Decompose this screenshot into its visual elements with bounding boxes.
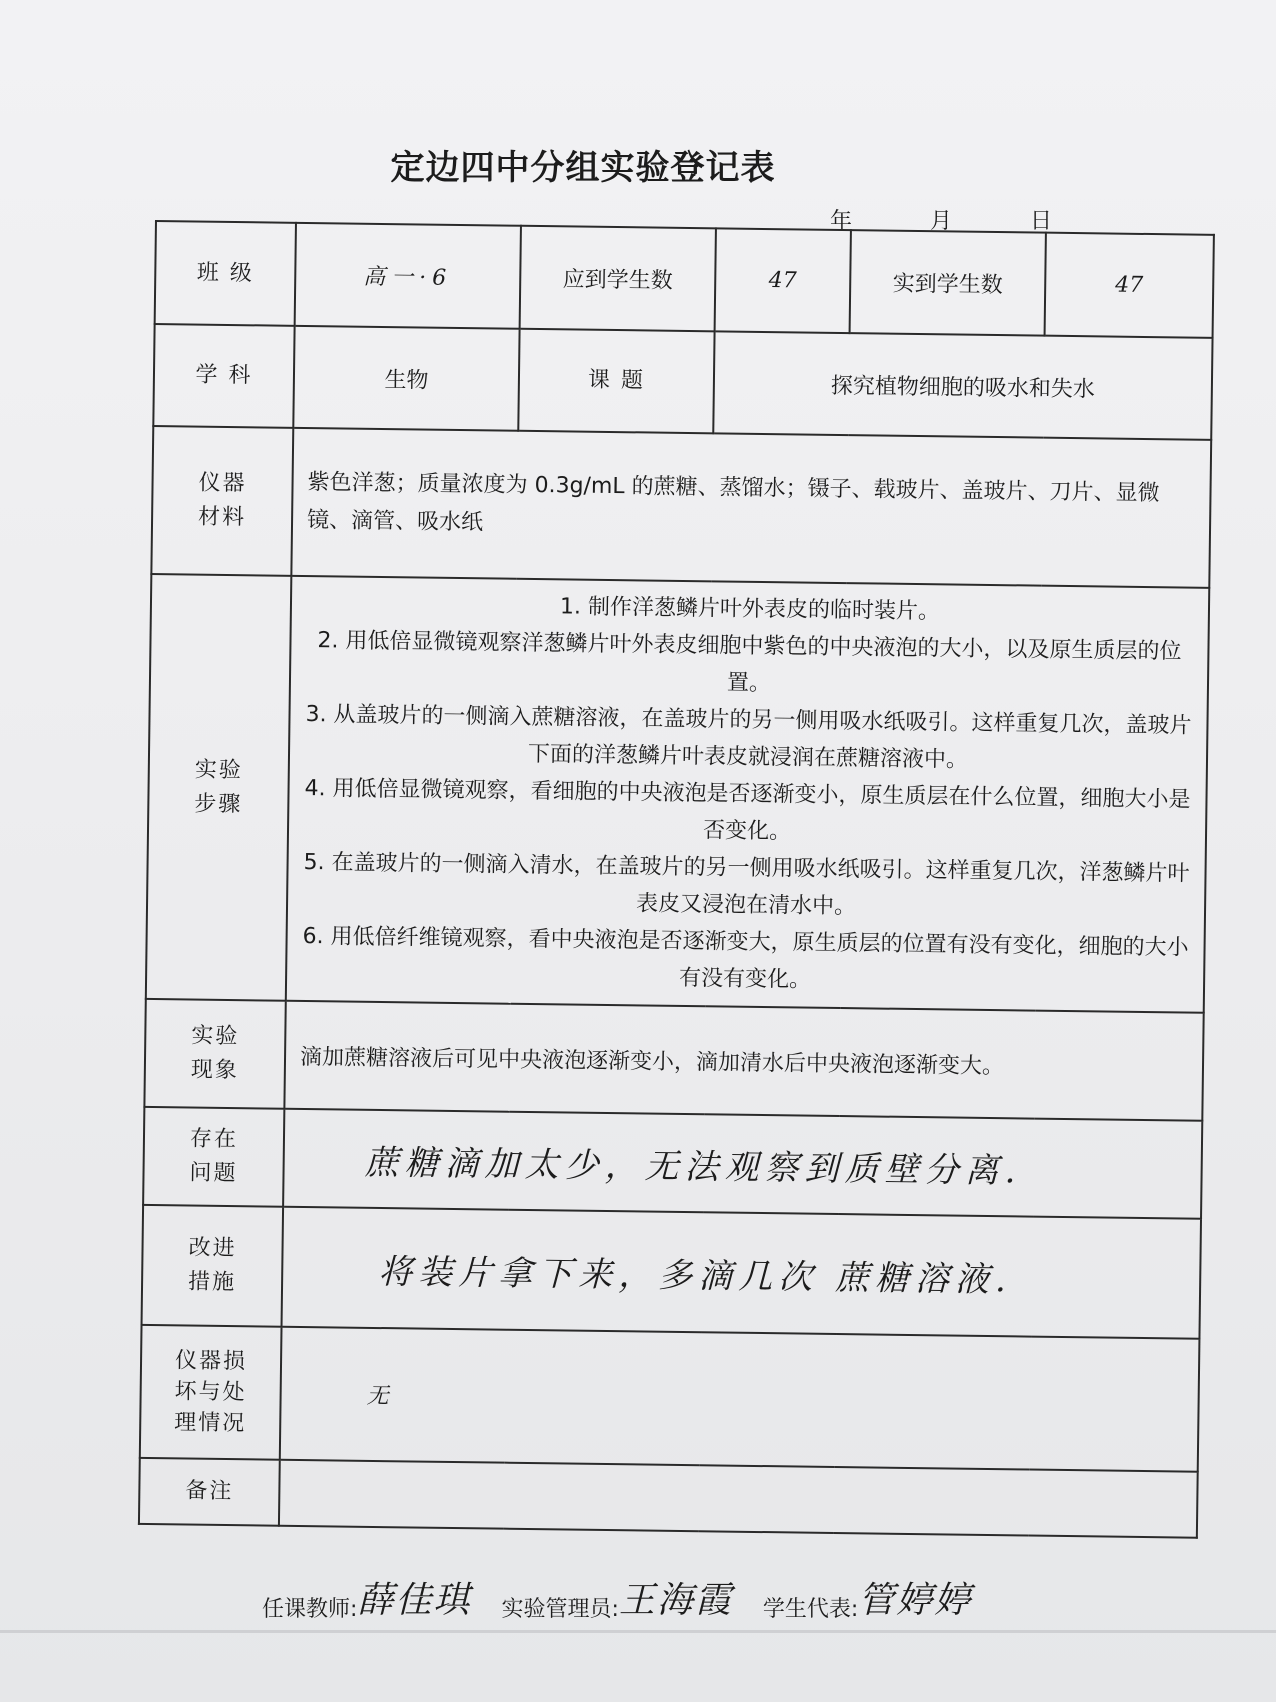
improve-label-line-1: 改进: [188, 1235, 237, 1262]
signature-row: [262, 1572, 1002, 1623]
actual-label: 实到学生数: [850, 230, 1046, 336]
materials-label: [151, 426, 293, 576]
step-item: 6. 用低倍纤维镜观察，看中央液泡是否逐渐变大，原生质层的位置有没有变化，细胞的大小有没有变化。: [302, 923, 1189, 993]
materials-value: 紫色洋葱；质量浓度为 0.3g/mL 的蔗糖、蒸馏水；镊子、载玻片、盖玻片、刀片、显微镜、滴管、吸水纸: [291, 428, 1211, 588]
row-problem: [143, 1107, 1202, 1219]
phenomenon-label-line-2: 现象: [190, 1057, 240, 1084]
step-item: 1. 制作洋葱鳞片叶外表皮的临时装片。: [559, 594, 941, 625]
step-item: 2. 用低倍显微镜观察洋葱鳞片叶外表皮细胞中紫色的中央液泡的大小，以及原生质层的位置。: [317, 628, 1182, 697]
date-day: 日: [1030, 209, 1053, 234]
steps-label-line-2: 步骤: [194, 791, 243, 817]
admin-signature: 王海霞: [618, 1580, 733, 1621]
expected-label: 应到学生数: [520, 226, 716, 332]
materials-label-line-2: 材料: [197, 504, 247, 531]
registration-table: [138, 220, 1215, 1539]
damage-value: 无: [280, 1327, 1200, 1472]
step-item: 5. 在盖玻片的一侧滴入清水，在盖玻片的另一侧用吸水纸吸引。这样重复几次，洋葱鳞片叶表皮又浸泡在清水中。: [303, 850, 1190, 920]
date-year: 年: [830, 209, 853, 234]
topic-label: 课 题: [518, 329, 714, 434]
row-phenomenon: [144, 999, 1203, 1121]
class-label: 班 级: [155, 221, 296, 326]
row-steps: [146, 574, 1209, 1013]
damage-label-line-3: 理情况: [174, 1410, 247, 1437]
steps-label-line-1: 实验: [194, 757, 243, 783]
problem-label-line-2: 问题: [189, 1160, 238, 1187]
problem-label: [143, 1107, 284, 1207]
damage-label-line-1: 仪器损: [174, 1348, 248, 1375]
problem-value: 蔗糖滴加太少，无法观察到质壁分离.: [283, 1109, 1202, 1219]
steps-list: [286, 576, 1209, 1013]
step-item: 3. 从盖玻片的一侧滴入蔗糖溶液，在盖玻片的另一侧用吸水纸吸引。这样重复几次，盖玻片下面的洋葱鳞片叶表皮就浸润在蔗糖溶液中。: [305, 702, 1192, 773]
row-class: [155, 221, 1214, 338]
row-improve: [142, 1205, 1201, 1339]
page-fold-shadow: [0, 1630, 1276, 1633]
class-value: 高一·6: [295, 223, 521, 329]
admin-label: 实验管理员:: [501, 1597, 619, 1622]
damage-label-line-2: 坏与处: [174, 1379, 247, 1406]
improve-label: [142, 1205, 284, 1327]
row-subject: [153, 324, 1212, 440]
topic-value: 探究植物细胞的吸水和失水: [713, 331, 1212, 440]
student-signature: 管婷婷: [858, 1580, 973, 1621]
teacher-signature: 薛佳琪: [357, 1580, 472, 1621]
improve-label-line-2: 措施: [187, 1269, 237, 1296]
remark-value: [279, 1460, 1198, 1538]
row-materials: [151, 426, 1211, 588]
problem-label-line-1: 存在: [189, 1126, 239, 1153]
improve-value: 将装片拿下来，多滴几次 蔗糖溶液.: [282, 1207, 1201, 1339]
phenomenon-label-line-1: 实验: [191, 1023, 240, 1050]
phenomenon-value: 滴加蔗糖溶液后可见中央液泡逐渐变小，滴加清水后中央液泡逐渐变大。: [284, 1001, 1203, 1121]
date-month: 月: [930, 209, 953, 234]
teacher-label: 任课教师:: [262, 1597, 358, 1622]
form-title: 定边四中分组实验登记表: [390, 148, 776, 188]
actual-value: 47: [1045, 233, 1214, 338]
row-damage: [140, 1325, 1200, 1472]
row-remark: [139, 1458, 1198, 1538]
phenomenon-label: [144, 999, 285, 1109]
subject-label: 学 科: [153, 324, 294, 428]
steps-label: [146, 574, 292, 1001]
form-sheet: [137, 220, 1234, 1574]
materials-label-line-1: 仪器: [198, 470, 247, 497]
damage-label: [140, 1325, 282, 1460]
step-item: 4. 用低倍显微镜观察，看细胞的中央液泡是否逐渐变小，原生质层在什么位置，细胞大小是否变化。: [304, 776, 1191, 845]
remark-label: 备注: [139, 1458, 280, 1526]
student-label: 学生代表:: [762, 1597, 859, 1622]
expected-value: 47: [715, 228, 851, 333]
subject-value: 生物: [293, 326, 519, 431]
